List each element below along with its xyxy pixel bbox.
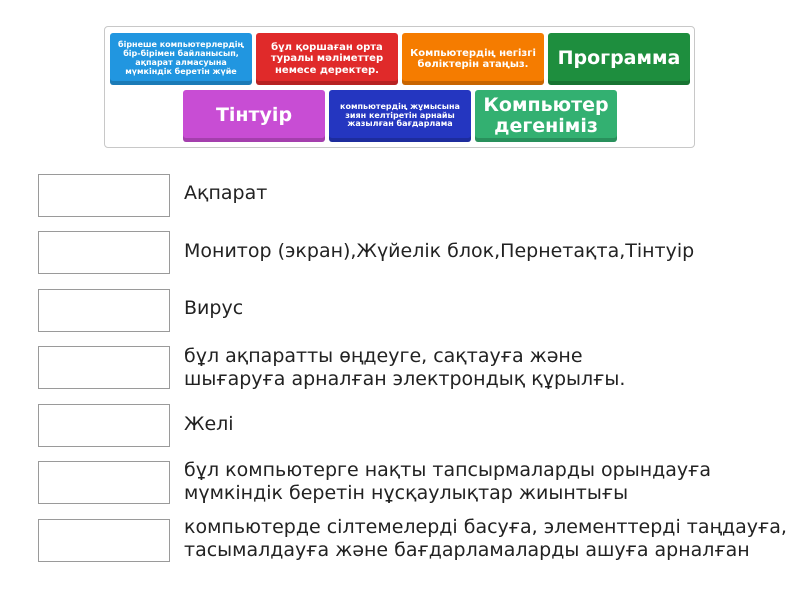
row-label-6: бұл компьютерге нақты тапсырмаларды орындауға мүмкіндік беретін нұсқаулықтар жиынтығы [184, 459, 712, 504]
drop-slot-1[interactable] [38, 174, 170, 217]
tile-network-definition[interactable]: бірнеше компьютерлердің бір-бірімен байланысып, ақпарат алмасуына мүмкіндік беретін жүйе [110, 33, 252, 85]
tile-mouse[interactable]: Тінтуір [183, 90, 325, 142]
row-label-3: Вирус [184, 297, 244, 319]
drop-slot-3[interactable] [38, 289, 170, 332]
row-label-2: Монитор (экран),Жүйелік блок,Пернетақта,Тінтуір [184, 240, 695, 262]
drop-slot-2[interactable] [38, 231, 170, 274]
tile-virus-definition[interactable]: компьютердің жұмысына зиян келтіретін арнайы жазылған бағдарлама [329, 90, 471, 142]
row-label-1: Ақпарат [184, 182, 268, 204]
row-label-4: бұл ақпаратты өңдеуге, сақтауға және шығаруға арналған электрондық құрылғы. [184, 345, 626, 390]
drop-slot-6[interactable] [38, 461, 170, 504]
tile-program[interactable]: Программа [548, 33, 690, 85]
tile-computer-is[interactable]: Компьютер дегеніміз [475, 90, 617, 142]
drop-slot-4[interactable] [38, 346, 170, 389]
drop-slot-5[interactable] [38, 404, 170, 447]
row-label-7: компьютерде сілтемелерді басуға, элементтерді таңдауға, тасымалдауға және бағдарламаларды ашуға арналған [184, 516, 787, 561]
tile-computer-parts-question[interactable]: Компьютердің негізгі бөліктерін атаңыз. [402, 33, 544, 85]
tile-information-definition[interactable]: бұл қоршаған орта туралы мәліметтер немесе деректер. [256, 33, 398, 85]
drop-slot-7[interactable] [38, 519, 170, 562]
row-label-5: Желі [184, 413, 234, 435]
